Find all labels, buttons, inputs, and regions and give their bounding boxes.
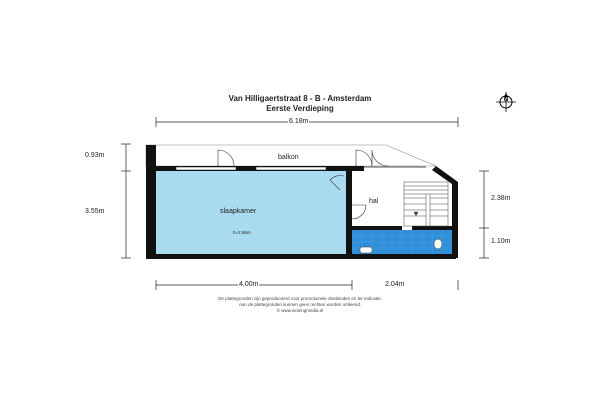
dim-total-width: 6.18m [289,118,309,125]
dim-bedroom-width: 4.00m [239,281,259,288]
plan-title: Van Hilligaertstraat 8 - B - Amsterdam [228,94,372,103]
room-height-bedroom: h=2.56m [233,230,251,235]
dim-balcony-depth: 0.93m [85,152,105,159]
disclaimer-line-3: © www.woningmedia.nl [276,308,324,313]
dim-hall-width: 2.04m [385,281,405,288]
room-label-balcony: balkon [278,154,299,161]
dim-bedroom-depth: 3.55m [85,208,105,215]
room-label-bedroom: slaapkamer [220,208,257,215]
sink-icon [360,247,372,253]
disclaimer-line-1: De plattegronden zijn geproduceerd voor promotionele doeleinden en ter indicatie. [218,296,382,301]
floor-level: Eerste Verdieping [266,104,334,113]
disclaimer-line-2: Aan de plattegronden kunnen geen rechten worden ontleend. [238,302,362,307]
compass-letter: N [503,97,509,103]
room-label-hall: hal [369,198,379,205]
stairs-icon [404,182,448,226]
dim-hall-depth: 2.38m [491,195,511,202]
dim-bath-depth: 1.10m [491,238,511,245]
toilet-icon [434,239,442,249]
